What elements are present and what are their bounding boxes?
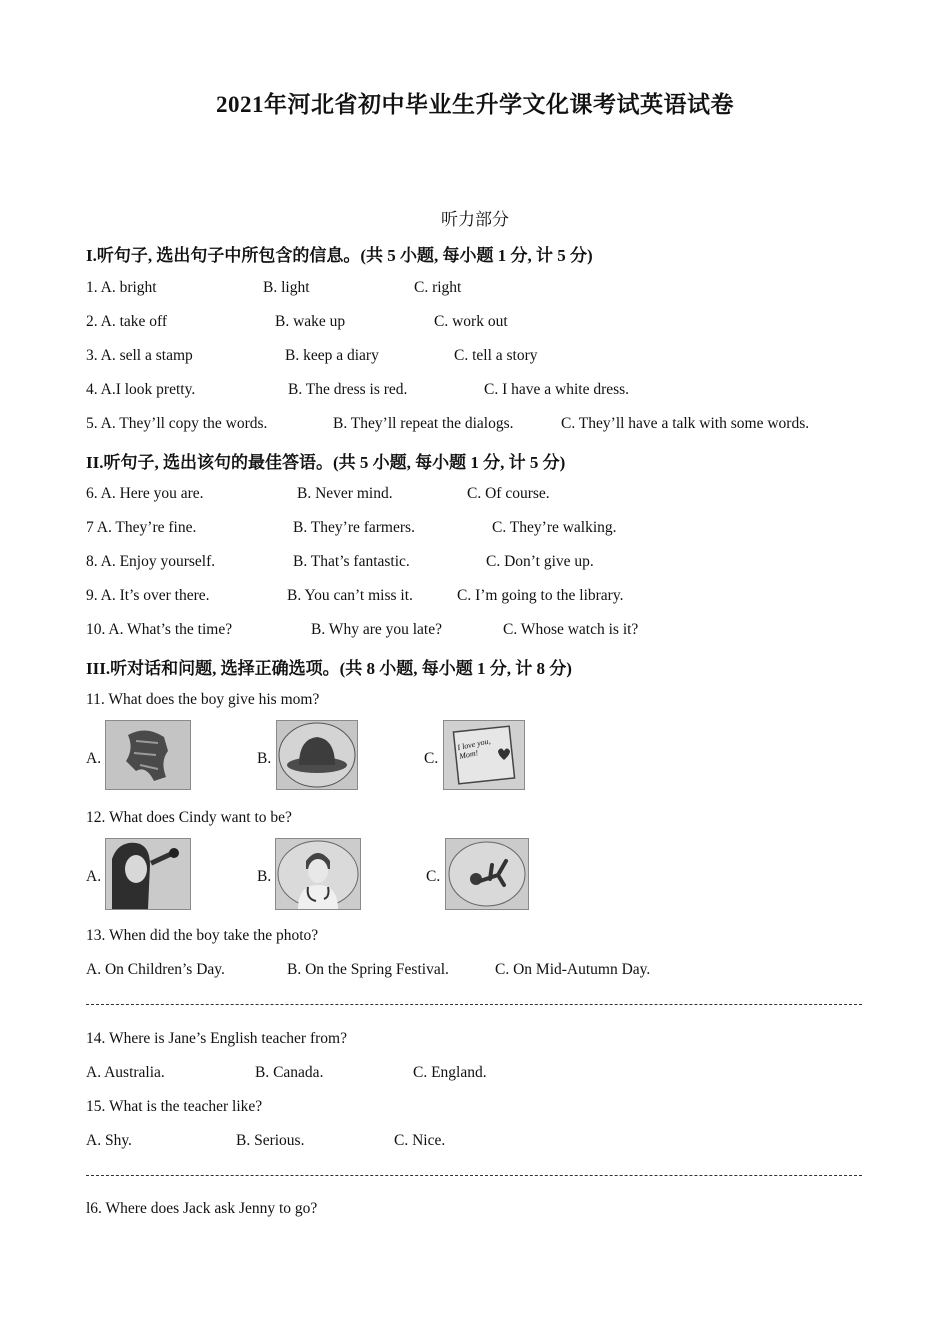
q7-option-a: 7 A. They’re fine. (86, 519, 197, 536)
q2-option-b: B. wake up (275, 313, 346, 330)
q11-label-b: B. (257, 750, 272, 767)
scarf-icon (106, 721, 190, 789)
q11-card-image (443, 720, 525, 790)
q6-option-a: 6. A. Here you are. (86, 485, 204, 502)
q2-option-c: C. work out (434, 313, 508, 330)
q4-option-c: C. I have a white dress. (484, 381, 630, 398)
q16-question: l6. Where does Jack ask Jenny to go? (86, 1200, 318, 1217)
hat-icon (277, 721, 357, 789)
q11-question: 11. What does the boy give his mom? (86, 691, 320, 708)
q1-option-b: B. light (263, 279, 310, 296)
q12-label-b: B. (257, 868, 272, 885)
q13-option-c: C. On Mid-Autumn Day. (495, 961, 651, 978)
q12-label-a: A. (86, 868, 102, 885)
q3-option-c: C. tell a story (454, 347, 538, 364)
q11-label-a: A. (86, 750, 102, 767)
q11-scarf-image (105, 720, 191, 790)
q14-option-b: B. Canada. (255, 1064, 324, 1081)
q7-option-c: C. They’re walking. (492, 519, 617, 536)
divider-2 (86, 1175, 862, 1176)
q5-option-a: 5. A. They’ll copy the words. (86, 415, 268, 432)
q12-question: 12. What does Cindy want to be? (86, 809, 292, 826)
section-3-heading: III.听对话和问题, 选择正确选项。(共 8 小题, 每小题 1 分, 计 8 分) (86, 659, 572, 678)
q12-sport-image (445, 838, 529, 910)
q14-option-c: C. England. (413, 1064, 487, 1081)
section-2-heading: II.听句子, 选出该句的最佳答语。(共 5 小题, 每小题 1 分, 计 5 分) (86, 453, 566, 472)
q15-question: 15. What is the teacher like? (86, 1098, 263, 1115)
q13-question: 13. When did the boy take the photo? (86, 927, 319, 944)
q11-label-c: C. (424, 750, 439, 767)
singer-icon (106, 839, 190, 909)
q3-option-b: B. keep a diary (285, 347, 379, 364)
q9-option-b: B. You can’t miss it. (287, 587, 413, 604)
q6-option-b: B. Never mind. (297, 485, 393, 502)
part-title: 听力部分 (441, 210, 509, 229)
q12-doctor-image (275, 838, 361, 910)
q5-option-b: B. They’ll repeat the dialogs. (333, 415, 514, 432)
q4-option-b: B. The dress is red. (288, 381, 408, 398)
q4-option-a: 4. A.I look pretty. (86, 381, 196, 398)
q14-option-a: A. Australia. (86, 1064, 165, 1081)
doctor-icon (276, 839, 360, 909)
q3-option-a: 3. A. sell a stamp (86, 347, 193, 364)
q10-option-b: B. Why are you late? (311, 621, 442, 638)
section-1-heading: I.听句子, 选出句子中所包含的信息。(共 5 小题, 每小题 1 分, 计 5 分) (86, 246, 593, 265)
athlete-icon (446, 839, 528, 909)
q10-option-a: 10. A. What’s the time? (86, 621, 233, 638)
q14-question: 14. Where is Jane’s English teacher from? (86, 1030, 347, 1047)
q2-option-a: 2. A. take off (86, 313, 168, 330)
q13-option-b: B. On the Spring Festival. (287, 961, 449, 978)
q11-hat-image (276, 720, 358, 790)
q8-option-c: C. Don’t give up. (486, 553, 594, 570)
q6-option-c: C. Of course. (467, 485, 550, 502)
q13-option-a: A. On Children’s Day. (86, 961, 225, 978)
q5-option-c: C. They’ll have a talk with some words. (561, 415, 810, 432)
q15-option-c: C. Nice. (394, 1132, 446, 1149)
page-title: 2021年河北省初中毕业生升学文化课考试英语试卷 (216, 92, 734, 117)
q1-option-a: 1. A. bright (86, 279, 157, 296)
q9-option-a: 9. A. It’s over there. (86, 587, 210, 604)
q9-option-c: C. I’m going to the library. (457, 587, 624, 604)
q8-option-b: B. That’s fantastic. (293, 553, 410, 570)
q12-singer-image (105, 838, 191, 910)
card-text: I love you, Mom! (456, 736, 492, 761)
q15-option-a: A. Shy. (86, 1132, 132, 1149)
q15-option-b: B. Serious. (236, 1132, 305, 1149)
q10-option-c: C. Whose watch is it? (503, 621, 639, 638)
q7-option-b: B. They’re farmers. (293, 519, 415, 536)
q8-option-a: 8. A. Enjoy yourself. (86, 553, 216, 570)
q1-option-c: C. right (414, 279, 462, 296)
q12-label-c: C. (426, 868, 441, 885)
divider-1 (86, 1004, 862, 1005)
